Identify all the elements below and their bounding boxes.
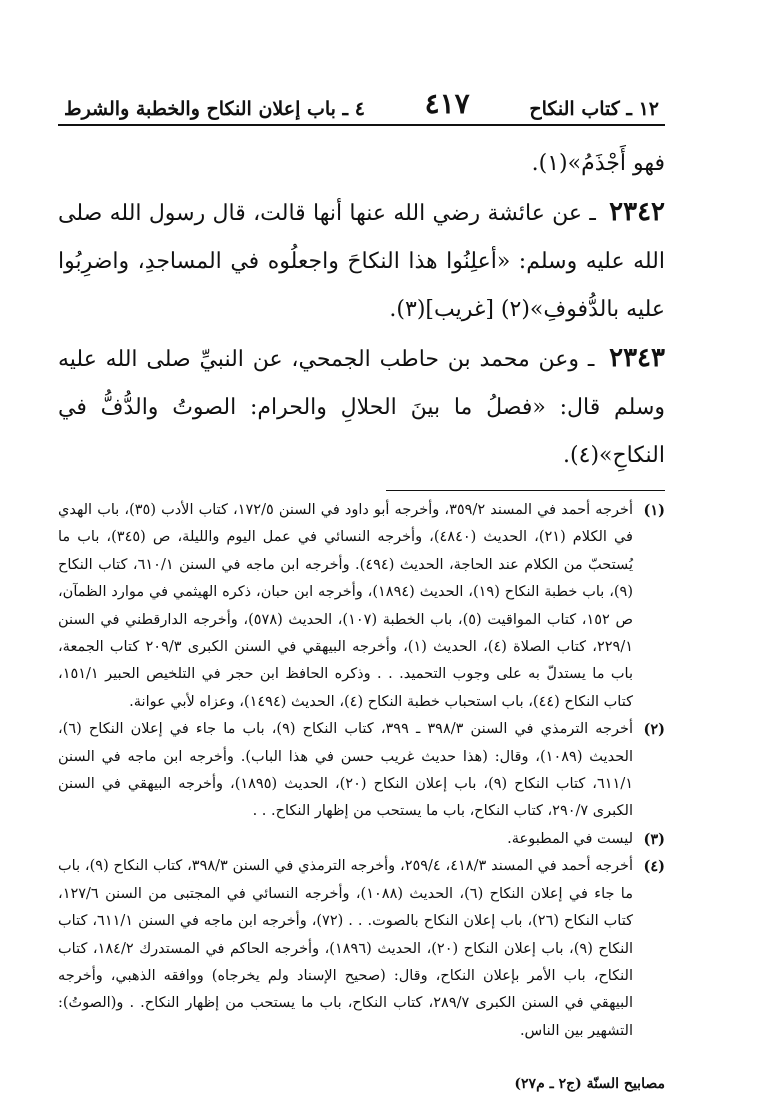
footnote-text: أخرجه أحمد في المسند ٣٥٩/٢، وأخرجه أبو داود في السنن ١٧٢/٥، كتاب الأدب (٣٥)، باب الهدي في الكلام (٢١)، الحديث (٤٨٤٠)، وأخرجه النسائي في عمل اليوم والليلة، ص (٣٤٥)، باب ما يُستحبّ من الكلام عند الحاجة، الحديث (٤٩٤). وأخرجه ابن ماجه في السنن ٦١٠/١، كتاب النكاح (٩)، باب خطبة النكاح (١٩)، الحديث (١٨٩٤)، وأخرجه ابن حبان، ذكره الهيثمي في موارد الظمآن، ص ١٥٢، كتاب المواقيت (٥)، باب الخطبة (١٠٧)، الحديث (٥٧٨)، وأخرجه الدارقطني في السنن ٢٢٩/١، كتاب الصلاة (٤)، الحديث (١)، وأخرجه البيهقي في السنن الكبرى ٢٠٩/٣ كتاب الجمعة، باب ما يستدلّ به على وجوب التحميد. . . وذكره الحافظ ابن حجر في التلخيص الحبير ١٥١/١، كتاب النكاح (٤٤)، باب استحباب خطبة النكاح (٤)، الحديث (١٤٩٤)، وعزاه لأبي عوانة. — [58, 502, 634, 710]
page-number: ٤١٧ — [424, 87, 470, 120]
footnote — [58, 853, 665, 1045]
footnote-separator — [386, 490, 665, 491]
hadith-text: ـ وعن محمد بن حاطب الجمحي، عن النبيِّ صلى الله عليه وسلم قال: «فصلُ ما بينَ الحلالِ والحرام: الصوتُ والدُّفُّ في النكاحِ»(٤). — [58, 347, 665, 468]
footnote-text: أخرجه أحمد في المسند ٤١٨/٣، ٢٥٩/٤، وأخرجه الترمذي في السنن ٣٩٨/٣، كتاب النكاح (٩)، باب ما جاء في إعلان النكاح (٦)، الحديث (١٠٨٨)، وأخرجه النسائي في المجتبى من السنن ١٢٧/٦، كتاب النكاح (٢٦)، باب إعلان النكاح بالصوت. . . (٧٢)، وأخرجه ابن ماجه في السنن ٦١١/١، كتاب النكاح (٩)، باب إعلان النكاح (٢٠)، الحديث (١٨٩٦)، وأخرجه الحاكم في المستدرك ١٨٤/٢، كتاب النكاح، باب الأمر بإعلان النكاح، وقال: (صحيح الإسناد ولم يخرجاه) ووافقه الذهبي، وأخرجه البيهقي في السنن الكبرى ٢٨٩/٧، كتاب النكاح، باب ما يستحب من إظهار النكاح. . و(الصوتُ): التشهير بين الناس. — [58, 858, 634, 1039]
footnote-number: (١) — [643, 502, 665, 519]
signature-mark: مصابيح السنّة (ج٢ ـ م٢٧) — [514, 1076, 665, 1092]
footnote — [58, 826, 665, 853]
footnote-number: (٤) — [643, 858, 665, 876]
header-section: ٤ ـ باب إعلان النكاح والخطبة والشرط — [64, 98, 365, 120]
hadith-text: ـ عن عائشة رضي الله عنها أنها قالت، قال رسول الله صلى الله عليه وسلم: «أعلِنُوا هذا النكاحَ واجعلُوه في المساجدِ، واضرِبُوا عليه بالدُّفوفِ»(٢) [غريب](٣). — [58, 201, 665, 322]
running-header — [58, 82, 665, 126]
footnote-number: (٣) — [643, 830, 665, 848]
footnotes — [58, 497, 665, 1045]
header-chapter: ١٢ ـ كتاب النكاح — [529, 98, 659, 120]
hadith-2343 — [58, 334, 665, 480]
continuation-line: فهو أَجْذَمُ»(١). — [531, 151, 665, 176]
footnote-text: أخرجه الترمذي في السنن ٣٩٨/٣ ـ ٣٩٩، كتاب النكاح (٩)، باب ما جاء في إعلان النكاح (٦)، الحديث (١٠٨٩)، وقال: (هذا حديث غريب حسن في هذا الباب). وأخرجه ابن ماجه في السنن ٦١١/١، كتاب النكاح (٩)، باب إعلان النكاح (٢٠)، الحديث (١٨٩٥)، وأخرجه البيهقي في السنن الكبرى ٢٩٠/٧، كتاب النكاح، باب ما يستحب من إظهار النكاح. . . — [58, 721, 634, 820]
hadith-number: ٢٣٤٢ — [609, 197, 665, 227]
footnote — [58, 497, 665, 716]
hadith-2342 — [58, 188, 665, 334]
footnote-number: (٢) — [643, 721, 665, 739]
hadith-number: ٢٣٤٣ — [609, 343, 665, 373]
footnote-text: ليست في المطبوعة. — [507, 830, 633, 847]
footnote — [58, 716, 665, 826]
book-page — [58, 82, 665, 1094]
main-text — [58, 140, 665, 480]
